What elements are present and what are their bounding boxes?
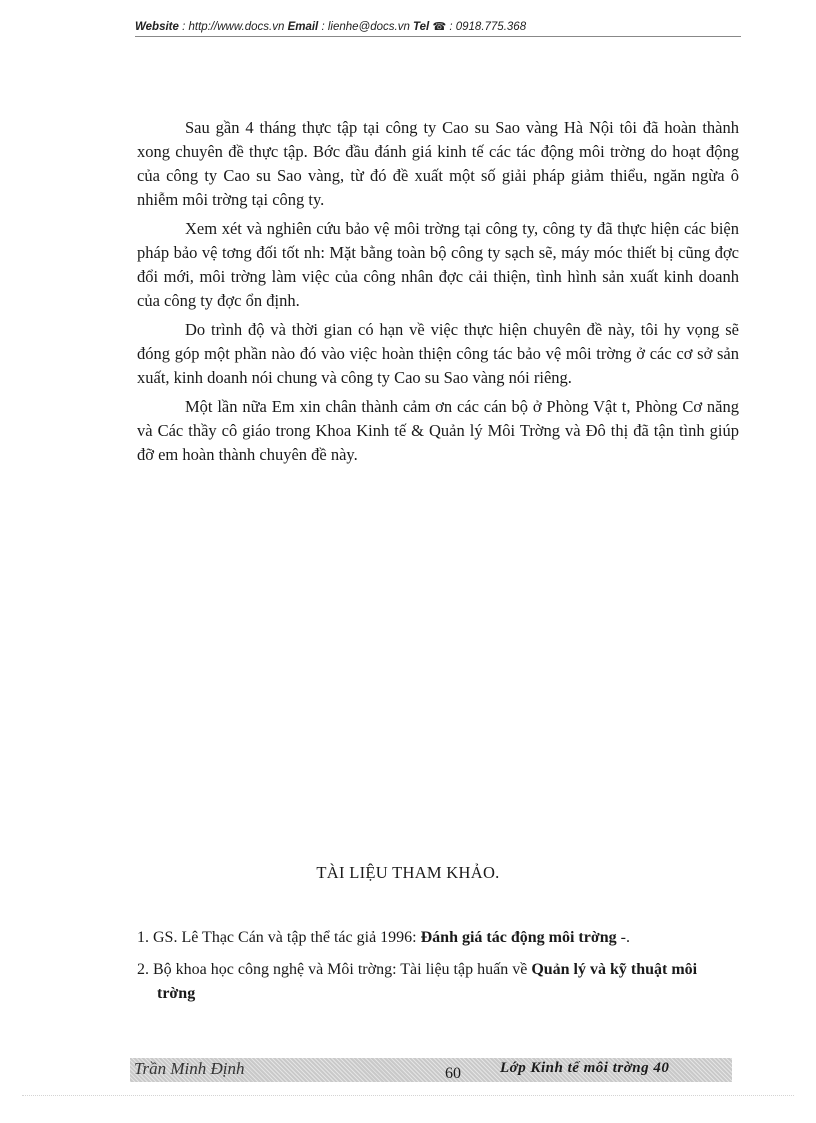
footer-author: Trần Minh Định	[134, 1059, 245, 1078]
reference-item	[137, 958, 739, 1006]
reference-text: GS. Lê Thạc Cán và tập thể tác giả 1996:	[149, 929, 421, 946]
reference-suffix: -.	[616, 929, 630, 946]
tel-label: Tel	[413, 21, 430, 33]
page-number: 60	[445, 1065, 461, 1082]
website-separator: :	[178, 21, 189, 33]
reference-title: Đánh giá tác động môi trờng	[420, 929, 617, 946]
paragraph: Xem xét và nghiên cứu bảo vệ môi trờng tại công ty, công ty đã thực hiện các biện pháp bảo vệ tơng đối tốt nh: Mặt bằng toàn bộ công ty sạch sẽ, máy móc thiết bị cũng đợc đổi mới, môi trờng làm việc của công nhân đợc cải thiện, tình hình sản xuất kinh doanh của công ty đợc ổn định.	[137, 219, 739, 310]
reference-number: 1.	[137, 929, 149, 946]
reference-number: 2.	[137, 961, 149, 978]
page-footer	[130, 1058, 732, 1082]
footer-course: Lớp Kinh tế môi trờng 40	[500, 1060, 670, 1076]
email-label: Email	[287, 21, 319, 33]
website-url[interactable]: http://www.docs.vn	[188, 21, 285, 33]
reference-text: Bộ khoa học công nghệ và Môi trờng: Tài liệu tập huấn về	[149, 961, 532, 978]
page-bottom-divider	[22, 1095, 794, 1096]
reference-title: Quản lý và kỹ thuật môi trờng	[157, 961, 698, 1002]
conclusion-body	[137, 116, 739, 472]
references-list	[137, 926, 739, 1014]
paragraph: Sau gần 4 tháng thực tập tại công ty Cao su Sao vàng Hà Nội tôi đã hoàn thành xong chuyên đề thực tập. Bớc đầu đánh giá kinh tế các tác động môi trờng do hoạt động của công ty Cao su Sao vàng, từ đó đề xuất một số giải pháp giảm thiểu, ngăn ngừa ô nhiễm môi trờng tại công ty.	[137, 118, 739, 209]
tel-value: : 0918.775.368	[446, 21, 527, 33]
website-label: Website	[135, 21, 179, 33]
reference-item	[137, 926, 739, 950]
page-header	[135, 20, 741, 37]
email-separator: :	[318, 21, 328, 33]
paragraph: Một lần nữa Em xin chân thành cảm ơn các cán bộ ở Phòng Vật t, Phòng Cơ năng và Các thầy cô giáo trong Khoa Kinh tế & Quản lý Môi Trờng và Đô thị đã tận tình giúp đỡ em hoàn thành chuyên đề này.	[137, 397, 739, 464]
references-title: TÀI LIỆU THAM KHẢO.	[316, 863, 500, 882]
phone-icon: ☎	[432, 21, 447, 33]
paragraph: Do trình độ và thời gian có hạn về việc thực hiện chuyên đề này, tôi hy vọng sẽ đóng góp một phần nào đó vào việc hoàn thiện công tác bảo vệ môi trờng ở các cơ sở sản xuất, kinh doanh nói chung và công ty Cao su Sao vàng nói riêng.	[137, 320, 739, 387]
email-value[interactable]: lienhe@docs.vn	[327, 21, 410, 33]
